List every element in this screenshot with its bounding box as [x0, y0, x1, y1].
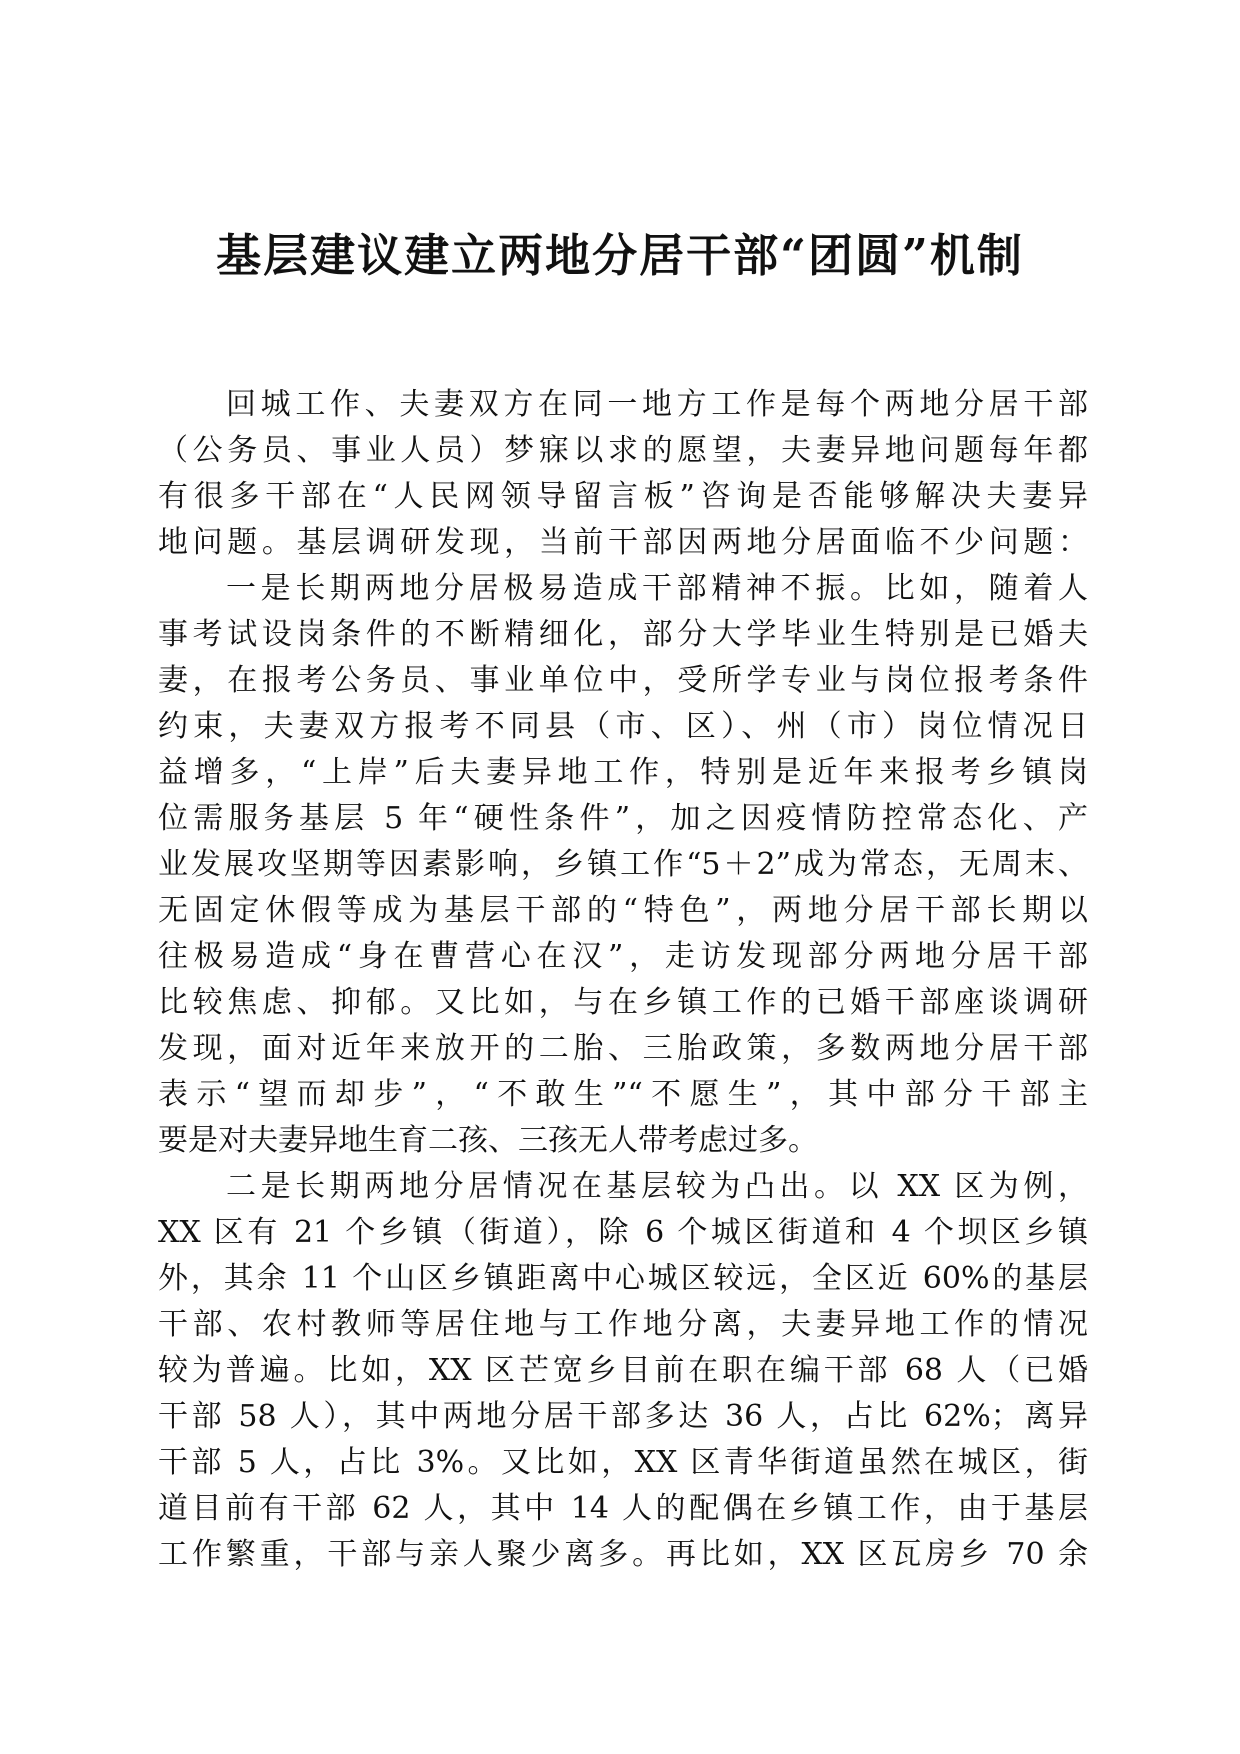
text-line: 回城工作、夫妻双方在同一地方工作是每个两地分居干部 — [226, 387, 1088, 422]
text-line: 约束，夫妻双方报考不同县（市、区）、州（市）岗位情况日 — [158, 709, 1088, 744]
text-line: 干部 58 人），其中两地分居干部多达 36 人，占比 62%；离异 — [158, 1399, 1088, 1434]
text-line: XX 区有 21 个乡镇（街道），除 6 个城区街道和 4 个坝区乡镇 — [158, 1215, 1088, 1250]
text-line: 发现，面对近年来放开的二胎、三胎政策，多数两地分居干部 — [158, 1031, 1088, 1066]
text-line: 益增多，“上岸”后夫妻异地工作，特别是近年来报考乡镇岗 — [158, 755, 1088, 790]
text-line: 妻，在报考公务员、事业单位中，受所学专业与岗位报考条件 — [158, 663, 1088, 698]
document-body — [158, 382, 1088, 1578]
text-line: 二是长期两地分居情况在基层较为凸出。以 XX 区为例， — [226, 1169, 1088, 1204]
text-line: 工作繁重，干部与亲人聚少离多。再比如，XX 区瓦房乡 70 余 — [158, 1537, 1088, 1572]
text-line: 无固定休假等成为基层干部的“特色”，两地分居干部长期以 — [158, 893, 1088, 928]
text-line: 一是长期两地分居极易造成干部精神不振。比如，随着人 — [226, 571, 1088, 606]
text-line: 表示“望而却步”，“不敢生”“不愿生”，其中部分干部主 — [158, 1077, 1088, 1112]
text-line: 较为普遍。比如，XX 区芒宽乡目前在职在编干部 68 人（已婚 — [158, 1353, 1088, 1388]
text-line: 位需服务基层 5 年“硬性条件”，加之因疫情防控常态化、产 — [158, 801, 1088, 836]
text-line: 比较焦虑、抑郁。又比如，与在乡镇工作的已婚干部座谈调研 — [158, 985, 1088, 1020]
text-line: 地问题。基层调研发现，当前干部因两地分居面临不少问题： — [158, 525, 1088, 560]
text-line: 外，其余 11 个山区乡镇距离中心城区较远，全区近 60%的基层 — [158, 1261, 1088, 1296]
text-line: 要是对夫妻异地生育二孩、三孩无人带考虑过多。 — [158, 1123, 818, 1158]
text-line: （公务员、事业人员）梦寐以求的愿望，夫妻异地问题每年都 — [158, 433, 1088, 468]
text-line: 往极易造成“身在曹营心在汉”，走访发现部分两地分居干部 — [158, 939, 1088, 974]
text-line: 有很多干部在“人民网领导留言板”咨询是否能够解决夫妻异 — [158, 479, 1088, 514]
text-line: 干部、农村教师等居住地与工作地分离，夫妻异地工作的情况 — [158, 1307, 1088, 1342]
document-title: 基层建议建立两地分居干部“团圆”机制 — [216, 229, 1024, 282]
text-line: 事考试设岗条件的不断精细化，部分大学毕业生特别是已婚夫 — [158, 617, 1088, 652]
text-line: 道目前有干部 62 人，其中 14 人的配偶在乡镇工作，由于基层 — [158, 1491, 1088, 1526]
text-line: 干部 5 人，占比 3%。又比如，XX 区青华街道虽然在城区，街 — [158, 1445, 1088, 1480]
text-line: 业发展攻坚期等因素影响，乡镇工作“5＋2”成为常态，无周末、 — [158, 847, 1088, 882]
